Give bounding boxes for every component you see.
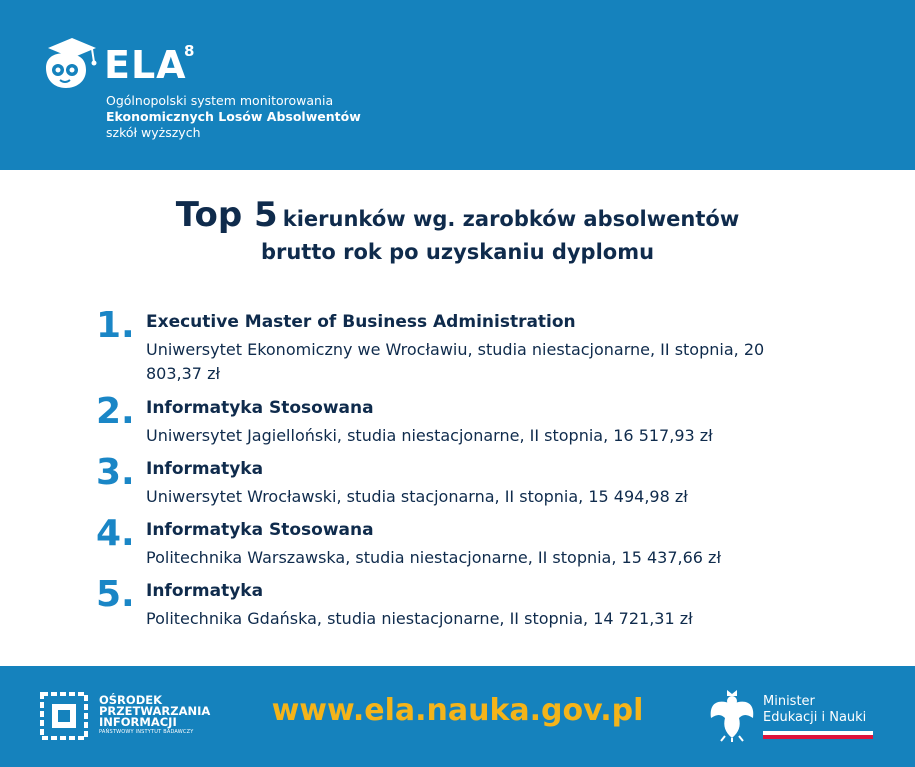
ela-logo-text: ELA	[104, 43, 187, 87]
program-name: Informatyka Stosowana	[146, 398, 374, 418]
title-top5: Top 5	[175, 195, 278, 235]
title-rest: kierunków wg. zarobków absolwentów	[282, 207, 740, 231]
website-link[interactable]: www.ela.nauka.gov.pl	[271, 693, 644, 728]
tagline-line-3: szkół wyższych	[106, 125, 201, 140]
opi-subtitle: PAŃSTWOWY INSTYTUT BADAWCZY	[99, 729, 194, 735]
rank-number: 4.	[96, 513, 135, 554]
ministry-name	[763, 694, 866, 726]
polish-eagle-icon	[707, 688, 757, 742]
ministry-line-1: Minister	[763, 694, 815, 709]
program-detail: Uniwersytet Jagielloński, studia niestacjonarne, II stopnia, 16 517,93 zł	[146, 426, 713, 445]
program-name: Informatyka Stosowana	[146, 520, 374, 540]
program-detail: Uniwersytet Wrocławski, studia stacjonarna, II stopnia, 15 494,98 zł	[146, 487, 688, 506]
opi-line-3: INFORMACJI	[99, 715, 177, 729]
page-subtitle: brutto rok po uzyskaniu dyplomu	[260, 240, 655, 264]
program-name: Informatyka	[146, 581, 264, 601]
rank-number: 5.	[96, 574, 135, 615]
ela-owl-graduate-icon	[38, 34, 100, 90]
tagline-line-2: Ekonomicznych Losów Absolwentów	[106, 109, 361, 124]
program-detail: Politechnika Warszawska, studia niestacjonarne, II stopnia, 15 437,66 zł	[146, 548, 721, 567]
header-tagline	[106, 93, 361, 141]
rank-number: 3.	[96, 452, 135, 493]
program-detail: Uniwersytet Ekonomiczny we Wrocławiu, studia niestacjonarne, II stopnia, 20 803,37 zł	[146, 340, 765, 383]
page-title	[0, 195, 915, 235]
polish-flag-stripe	[763, 731, 873, 739]
program-detail: Politechnika Gdańska, studia niestacjonarne, II stopnia, 14 721,31 zł	[146, 609, 693, 628]
rank-number: 1.	[96, 305, 135, 346]
ela-logo-superscript: 8	[184, 42, 195, 60]
tagline-line-1: Ogólnopolski system monitorowania	[106, 93, 334, 108]
rank-number: 2.	[96, 391, 135, 432]
opi-line-1: OŚRODEK	[99, 693, 163, 707]
program-name: Executive Master of Business Administration	[146, 312, 576, 332]
flag-red	[763, 735, 873, 739]
program-name: Informatyka	[146, 459, 264, 479]
ministry-line-2: Edukacji i Nauki	[763, 710, 867, 725]
opi-line-2: PRZETWARZANIA	[99, 704, 211, 718]
